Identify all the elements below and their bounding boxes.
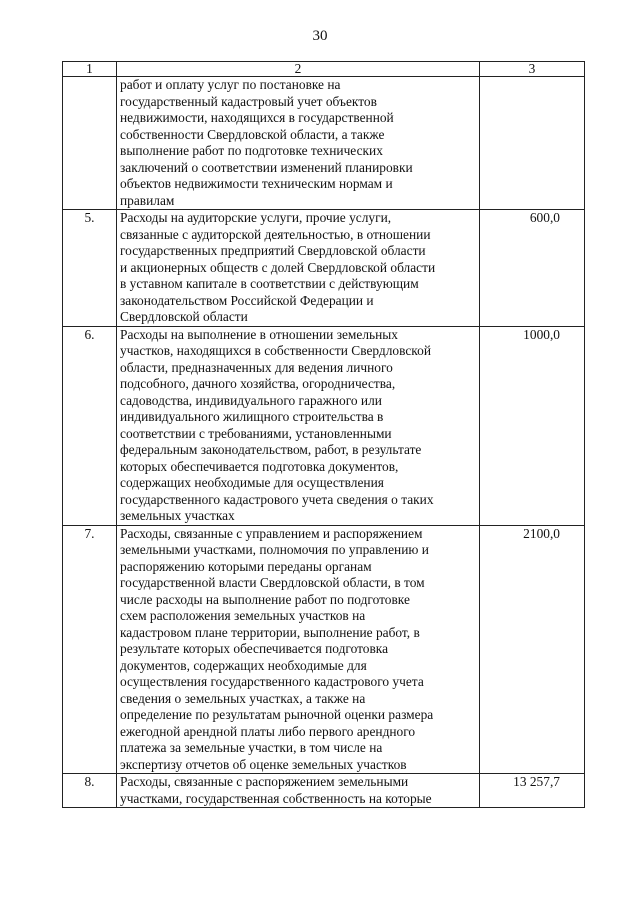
description-line: и акционерных обществ с долей Свердловской области xyxy=(120,259,436,275)
page-number: 30 xyxy=(312,28,328,44)
description-line: экспертизу отчетов об оценке земельных участков xyxy=(120,756,407,772)
row-number: 5. xyxy=(63,210,117,327)
description-line: участков, находящихся в собственности Свердловской xyxy=(120,343,431,358)
description-line: участками, государственная собственность на которые xyxy=(120,790,432,806)
description-line: законодательством Российской Федерации и xyxy=(120,292,374,308)
description-line: осуществления государственного кадастрового учета xyxy=(120,674,424,689)
row-description xyxy=(117,525,480,774)
row-amount xyxy=(480,77,585,210)
description-line: земельных участках xyxy=(120,508,235,523)
description-line: недвижимости, находящихся в государственной xyxy=(120,110,394,125)
row-number: 6. xyxy=(63,326,117,525)
description-line: подсобного, дачного хозяйства, огородничества, xyxy=(120,376,396,391)
expenses-table xyxy=(62,61,585,808)
description-line: выполнение работ по подготовке технических xyxy=(120,143,383,158)
description-line: в уставном капитале в соответствии с действующим xyxy=(120,276,419,291)
description-line: схем расположения земельных участков на xyxy=(120,608,366,623)
description-line: государственных предприятий Свердловской области xyxy=(120,243,426,258)
description-line: документов, содержащих необходимые для xyxy=(120,657,367,673)
row-number: 7. xyxy=(63,525,117,774)
table-row xyxy=(63,525,585,774)
row-description xyxy=(117,77,480,210)
row-amount: 1000,0 xyxy=(480,326,585,525)
description-line: содержащих необходимые для осуществления xyxy=(120,475,384,490)
description-line: собственности Свердловской области, а также xyxy=(120,126,385,142)
row-description xyxy=(117,326,480,525)
description-line: соответствии с требованиями, установленными xyxy=(120,425,392,441)
header-col-3: 3 xyxy=(480,62,585,77)
table-row xyxy=(63,210,585,327)
description-line: Расходы на аудиторские услуги, прочие услуги, xyxy=(120,210,392,225)
description-line: числе расходы на выполнение работ по подготовке xyxy=(120,591,410,607)
table-body xyxy=(63,62,585,808)
row-amount: 2100,0 xyxy=(480,525,585,774)
table-header-row xyxy=(63,62,585,77)
table-row xyxy=(63,77,585,210)
description-line: правилам xyxy=(120,192,175,208)
description-line: индивидуального жилищного строительства в xyxy=(120,409,384,424)
description-line: ежегодной арендной платы либо первого арендного xyxy=(120,723,416,739)
description-line: Расходы, связанные с управлением и распоряжением xyxy=(120,525,423,541)
description-line: которых обеспечивается подготовка документов, xyxy=(120,458,399,474)
description-line: государственного кадастрового учета сведения о таких xyxy=(120,491,434,507)
description-line: определение по результатам рыночной оценки размера xyxy=(120,707,434,722)
description-line: федеральным законодательством, работ, в результате xyxy=(120,442,422,457)
header-col-2: 2 xyxy=(117,62,480,77)
description-line: Свердловской области xyxy=(120,309,248,324)
description-line: садоводства, индивидуального гаражного или xyxy=(120,392,382,408)
description-line: результате которых обеспечивается подготовка xyxy=(120,641,389,656)
description-line: платежа за земельные участки, в том числе на xyxy=(120,740,383,755)
row-number xyxy=(63,77,117,210)
row-description xyxy=(117,210,480,327)
row-number: 8. xyxy=(63,774,117,808)
description-line: Расходы на выполнение в отношении земельных xyxy=(120,326,398,342)
row-description xyxy=(117,774,480,808)
header-col-1: 1 xyxy=(63,62,117,77)
row-amount: 13 257,7 xyxy=(480,774,585,808)
description-line: государственной власти Свердловской области, в том xyxy=(120,575,425,590)
description-line: объектов недвижимости техническим нормам и xyxy=(120,176,393,191)
description-line: связанные с аудиторской деятельностью, в отношении xyxy=(120,226,431,242)
table-row xyxy=(63,774,585,808)
description-line: области, предназначенных для ведения личного xyxy=(120,359,393,375)
description-line: работ и оплату услуг по постановке на xyxy=(120,77,341,92)
description-line: заключений о соответствии изменений планировки xyxy=(120,159,413,175)
description-line: государственный кадастровый учет объектов xyxy=(120,93,377,109)
row-amount: 600,0 xyxy=(480,210,585,327)
description-line: распоряжению которыми переданы органам xyxy=(120,558,372,574)
description-line: земельными участками, полномочия по управлению и xyxy=(120,542,429,557)
description-line: сведения о земельных участках, а также на xyxy=(120,690,366,706)
description-line: Расходы, связанные с распоряжением земельными xyxy=(120,774,409,789)
table-row xyxy=(63,326,585,525)
description-line: кадастровом плане территории, выполнение работ, в xyxy=(120,624,420,640)
